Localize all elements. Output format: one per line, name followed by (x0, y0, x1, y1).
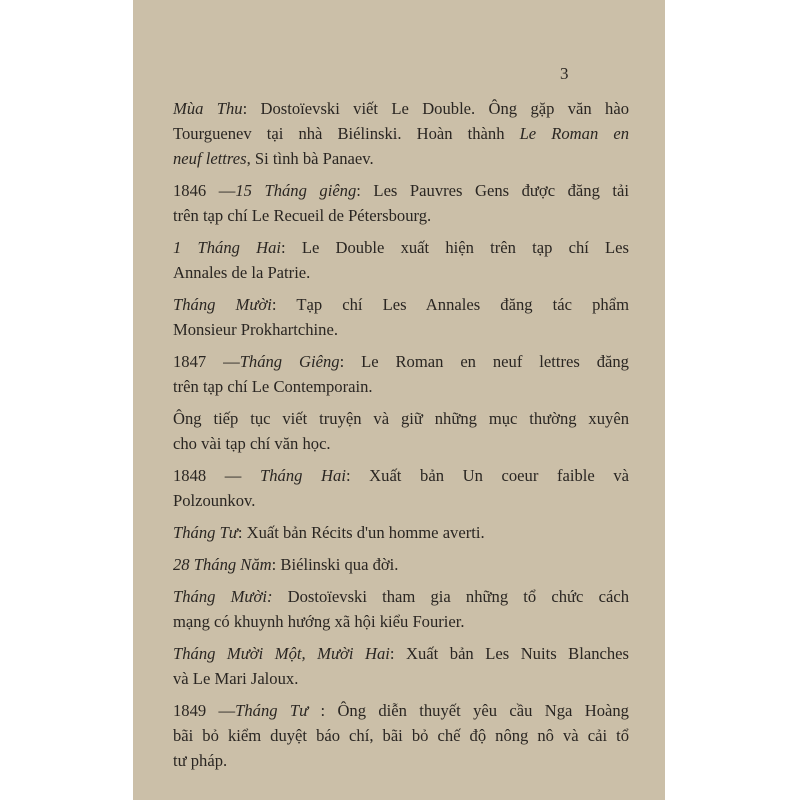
text-line (173, 723, 629, 748)
text-line (173, 96, 629, 121)
text-line (173, 349, 629, 374)
text-segment: tư pháp. (173, 751, 228, 770)
italic-date-label: Le Roman en (519, 124, 629, 143)
text-segment: : Tạp chí Les Annales đăng tác phẩm (271, 295, 629, 314)
text-segment: Tourguenev tại nhà Biélinski. Hoàn thành (173, 124, 520, 143)
text-segment: cho vài tạp chí văn học. (173, 434, 331, 453)
text-line (173, 698, 629, 723)
chronology-entry (173, 520, 629, 545)
text-line (173, 609, 629, 634)
chronology-entry (173, 406, 629, 456)
text-line (173, 178, 629, 203)
text-line (173, 641, 629, 666)
text-segment: : Dostoïevski viết Le Double. Ông gặp văn hào (242, 99, 629, 118)
text-line (173, 317, 629, 342)
text-line (173, 121, 629, 146)
text-segment: Annales de la Patrie. (173, 263, 311, 282)
text-line (173, 203, 629, 228)
chronology-entry (173, 96, 629, 171)
text-segment: bãi bỏ kiểm duyệt báo chí, bãi bỏ chế độ nông nô và cải tổ (173, 726, 629, 745)
text-segment: : Xuất bản Un coeur faible và (345, 466, 629, 485)
italic-date-label: Mùa Thu (173, 99, 243, 118)
text-line (173, 406, 629, 431)
chronology-entry (173, 463, 629, 513)
italic-date-label: 28 Tháng Năm (173, 555, 272, 574)
text-line (173, 520, 629, 545)
text-line (173, 431, 629, 456)
text-line (173, 292, 629, 317)
text-line (173, 488, 629, 513)
text-segment: : Les Pauvres Gens được đăng tải (356, 181, 629, 200)
chronology-entry (173, 552, 629, 577)
italic-date-label: Tháng Mười Một, Mười Hai (173, 644, 390, 663)
italic-date-label: neuf lettres (173, 149, 247, 168)
text-segment: trên tạp chí Le Contemporain. (173, 377, 373, 396)
text-line (173, 463, 629, 488)
chronology-entry (173, 349, 629, 399)
text-line (173, 260, 629, 285)
text-segment: Polzounkov. (173, 491, 256, 510)
book-page (133, 0, 665, 800)
italic-date-label: Tháng Tư (173, 523, 238, 542)
italic-date-label: Tháng Tư (235, 701, 321, 720)
text-segment: : Xuất bản Récits d'un homme averti. (237, 523, 485, 542)
text-line (173, 552, 629, 577)
text-line (173, 748, 629, 773)
italic-date-label: Tháng Mười (173, 295, 272, 314)
chronology-entry (173, 698, 629, 773)
text-segment: Monsieur Prokhartchine. (173, 320, 338, 339)
italic-date-label: Tháng Mười: (173, 587, 273, 606)
text-segment: 1849 — (173, 701, 236, 720)
text-line (173, 666, 629, 691)
chronology-entry (173, 641, 629, 691)
chronology-entry (173, 178, 629, 228)
chronology-entry (173, 235, 629, 285)
text-segment: Ông tiếp tục viết truyện và giữ những mục thường xuyên (173, 409, 629, 428)
italic-date-label: 1 Tháng Hai (173, 238, 282, 257)
text-segment: : Le Roman en neuf lettres đăng (339, 352, 629, 371)
text-line (173, 146, 629, 171)
chronology-entry (173, 584, 629, 634)
text-segment: 1848 — (173, 466, 261, 485)
text-segment: : Le Double xuất hiện trên tạp chí Les (281, 238, 630, 257)
italic-date-label: Tháng Giêng (239, 352, 340, 371)
text-segment: : Xuất bản Les Nuits Blanches (389, 644, 629, 663)
chronology-text (173, 96, 629, 780)
text-segment: , Si tình bà Panaev. (246, 149, 374, 168)
text-segment: 1846 — (173, 181, 236, 200)
text-segment: trên tạp chí Le Recueil de Pétersbourg. (173, 206, 432, 225)
text-line (173, 374, 629, 399)
text-segment: : Biélinski qua đời. (271, 555, 399, 574)
italic-date-label: Tháng Hai (260, 466, 346, 485)
text-segment: : Ông diễn thuyết yêu cầu Nga Hoàng (320, 701, 629, 720)
chronology-entry (173, 292, 629, 342)
text-segment: và Le Mari Jaloux. (173, 669, 299, 688)
text-line (173, 584, 629, 609)
italic-date-label: 15 Tháng giêng (235, 181, 357, 200)
text-segment: 1847 — (173, 352, 240, 371)
text-line (173, 235, 629, 260)
page-number: 3 (560, 64, 569, 83)
text-segment: mạng có khuynh hướng xã hội kiểu Fourier. (173, 612, 465, 631)
text-segment: Dostoïevski tham gia những tổ chức cách (272, 587, 629, 606)
